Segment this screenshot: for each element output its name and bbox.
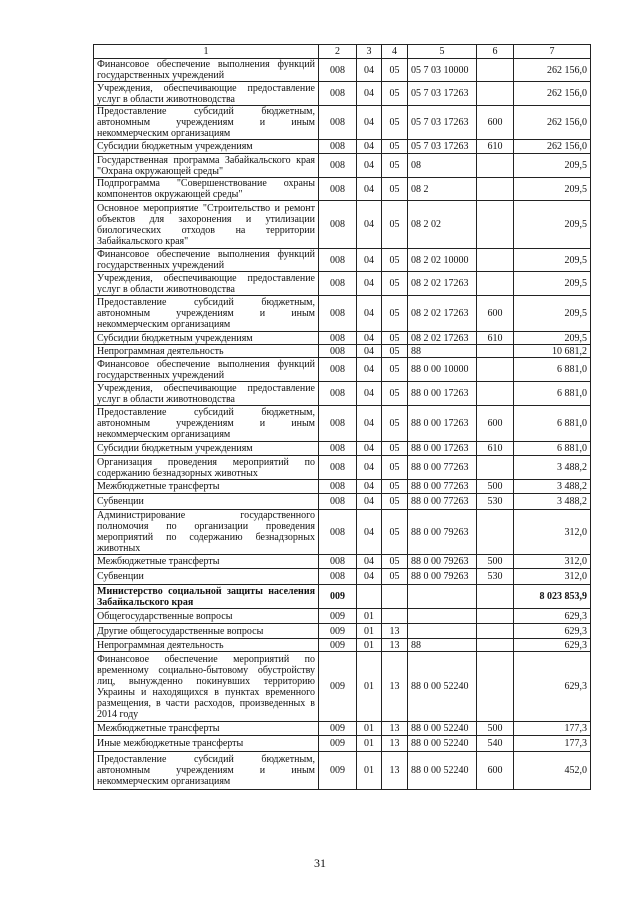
cell-gr: 008 <box>319 154 357 178</box>
cell-gr: 009 <box>319 722 357 736</box>
cell-csr: 88 0 00 52240 <box>408 736 477 752</box>
header-cell-pr: 4 <box>382 45 408 59</box>
cell-name: Непрограммная деятельность <box>94 345 319 358</box>
cell-vr: 600 <box>477 406 514 442</box>
cell-rz: 01 <box>357 752 382 790</box>
cell-sum: 312,0 <box>514 555 591 569</box>
cell-vr: 610 <box>477 442 514 456</box>
cell-rz: 04 <box>357 140 382 154</box>
cell-vr: 540 <box>477 736 514 752</box>
cell-gr: 008 <box>319 480 357 494</box>
cell-gr: 008 <box>319 406 357 442</box>
table-row <box>94 736 591 752</box>
cell-sum: 209,5 <box>514 272 591 296</box>
cell-csr: 88 0 00 10000 <box>408 358 477 382</box>
cell-name: Подпрограмма "Совершенствование охраны компонентов окружающей среды" <box>94 178 319 201</box>
cell-rz: 04 <box>357 510 382 555</box>
cell-sum: 6 881,0 <box>514 442 591 456</box>
cell-vr: 600 <box>477 752 514 790</box>
table-row <box>94 59 591 82</box>
page-number: 31 <box>314 856 326 870</box>
cell-vr <box>477 178 514 201</box>
cell-csr: 88 0 00 79263 <box>408 555 477 569</box>
cell-vr <box>477 82 514 106</box>
cell-csr: 08 2 02 17263 <box>408 332 477 345</box>
cell-rz: 04 <box>357 178 382 201</box>
cell-name: Межбюджетные трансферты <box>94 480 319 494</box>
cell-gr: 008 <box>319 510 357 555</box>
cell-sum: 209,5 <box>514 154 591 178</box>
cell-vr: 500 <box>477 722 514 736</box>
cell-name: Финансовое обеспечение выполнения функций государственных учреждений <box>94 59 319 82</box>
cell-gr: 008 <box>319 442 357 456</box>
cell-pr: 05 <box>382 296 408 332</box>
cell-pr: 05 <box>382 82 408 106</box>
cell-pr: 05 <box>382 510 408 555</box>
cell-csr: 88 0 00 52240 <box>408 722 477 736</box>
cell-csr: 88 0 00 52240 <box>408 652 477 722</box>
table-row <box>94 456 591 480</box>
cell-vr <box>477 639 514 652</box>
cell-pr: 05 <box>382 358 408 382</box>
cell-gr: 009 <box>319 736 357 752</box>
cell-csr: 88 <box>408 639 477 652</box>
cell-vr: 500 <box>477 480 514 494</box>
cell-pr: 13 <box>382 652 408 722</box>
cell-csr: 88 0 00 77263 <box>408 480 477 494</box>
cell-csr: 08 2 02 17263 <box>408 296 477 332</box>
cell-gr: 008 <box>319 201 357 249</box>
header-cell-rz: 3 <box>357 45 382 59</box>
cell-csr: 05 7 03 17263 <box>408 106 477 140</box>
cell-vr <box>477 249 514 272</box>
cell-pr: 05 <box>382 555 408 569</box>
cell-gr: 008 <box>319 555 357 569</box>
table-row <box>94 272 591 296</box>
cell-pr <box>382 609 408 624</box>
cell-rz: 04 <box>357 569 382 585</box>
cell-csr: 88 0 00 52240 <box>408 752 477 790</box>
cell-vr <box>477 345 514 358</box>
cell-sum: 312,0 <box>514 510 591 555</box>
table-row <box>94 154 591 178</box>
cell-sum: 629,3 <box>514 639 591 652</box>
cell-vr <box>477 154 514 178</box>
cell-name: Предоставление субсидий бюджетным, автономным учреждениям и иным некоммерческим организациям <box>94 296 319 332</box>
table-row <box>94 480 591 494</box>
table-row <box>94 382 591 406</box>
table-row <box>94 609 591 624</box>
cell-pr: 05 <box>382 345 408 358</box>
cell-name: Предоставление субсидий бюджетным, автономным учреждениям и иным некоммерческим организациям <box>94 106 319 140</box>
cell-vr: 500 <box>477 555 514 569</box>
table-row <box>94 345 591 358</box>
cell-gr: 008 <box>319 59 357 82</box>
cell-csr: 88 0 00 17263 <box>408 442 477 456</box>
cell-csr: 88 0 00 17263 <box>408 406 477 442</box>
cell-name: Организация проведения мероприятий по содержанию безнадзорных животных <box>94 456 319 480</box>
cell-gr: 009 <box>319 585 357 609</box>
cell-rz: 04 <box>357 59 382 82</box>
cell-csr: 88 0 00 79263 <box>408 510 477 555</box>
cell-gr: 009 <box>319 652 357 722</box>
cell-pr: 05 <box>382 406 408 442</box>
cell-rz: 01 <box>357 624 382 639</box>
table-row <box>94 752 591 790</box>
cell-sum: 6 881,0 <box>514 382 591 406</box>
cell-sum: 629,3 <box>514 609 591 624</box>
cell-gr: 009 <box>319 752 357 790</box>
cell-vr: 600 <box>477 296 514 332</box>
header-cell-gr: 2 <box>319 45 357 59</box>
cell-pr: 05 <box>382 59 408 82</box>
cell-vr: 600 <box>477 106 514 140</box>
cell-pr: 13 <box>382 639 408 652</box>
cell-rz: 04 <box>357 106 382 140</box>
cell-name: Учреждения, обеспечивающие предоставление услуг в области животноводства <box>94 82 319 106</box>
cell-name: Субвенции <box>94 569 319 585</box>
cell-gr: 009 <box>319 624 357 639</box>
cell-gr: 008 <box>319 249 357 272</box>
cell-sum: 262 156,0 <box>514 140 591 154</box>
cell-csr: 05 7 03 17263 <box>408 140 477 154</box>
cell-pr: 05 <box>382 569 408 585</box>
cell-name: Другие общегосударственные вопросы <box>94 624 319 639</box>
cell-gr: 008 <box>319 178 357 201</box>
table-row <box>94 510 591 555</box>
cell-csr: 88 0 00 79263 <box>408 569 477 585</box>
cell-csr: 88 0 00 77263 <box>408 494 477 510</box>
cell-pr: 05 <box>382 332 408 345</box>
cell-rz: 04 <box>357 272 382 296</box>
cell-pr: 05 <box>382 456 408 480</box>
cell-csr: 88 0 00 77263 <box>408 456 477 480</box>
cell-rz: 04 <box>357 358 382 382</box>
cell-pr: 13 <box>382 722 408 736</box>
cell-csr: 08 2 02 17263 <box>408 272 477 296</box>
table-row <box>94 140 591 154</box>
cell-name: Непрограммная деятельность <box>94 639 319 652</box>
cell-csr <box>408 609 477 624</box>
table-row <box>94 494 591 510</box>
cell-csr <box>408 624 477 639</box>
cell-name: Предоставление субсидий бюджетным, автономным учреждениям и иным некоммерческим организациям <box>94 752 319 790</box>
table-row <box>94 639 591 652</box>
cell-vr <box>477 510 514 555</box>
cell-gr: 008 <box>319 345 357 358</box>
cell-csr: 08 <box>408 154 477 178</box>
cell-name: Государственная программа Забайкальского края "Охрана окружающей среды" <box>94 154 319 178</box>
cell-sum: 312,0 <box>514 569 591 585</box>
cell-name: Учреждения, обеспечивающие предоставление услуг в области животноводства <box>94 272 319 296</box>
table-row <box>94 332 591 345</box>
cell-rz: 04 <box>357 442 382 456</box>
cell-sum: 6 881,0 <box>514 358 591 382</box>
cell-pr: 05 <box>382 442 408 456</box>
cell-rz: 04 <box>357 456 382 480</box>
cell-sum: 209,5 <box>514 249 591 272</box>
cell-vr: 530 <box>477 494 514 510</box>
cell-rz: 01 <box>357 652 382 722</box>
table-row <box>94 406 591 442</box>
cell-pr: 05 <box>382 178 408 201</box>
cell-vr <box>477 585 514 609</box>
cell-name: Субсидии бюджетным учреждениям <box>94 140 319 154</box>
cell-pr: 05 <box>382 154 408 178</box>
cell-csr: 08 2 02 <box>408 201 477 249</box>
cell-name: Финансовое обеспечение мероприятий по временному социально-бытовому обустройству лиц, вынужденно покинувших территорию Украины и находящихся в пунктах временного размещения, в части расходов, произведенных в 2014 году <box>94 652 319 722</box>
cell-name: Учреждения, обеспечивающие предоставление услуг в области животноводства <box>94 382 319 406</box>
cell-sum: 209,5 <box>514 332 591 345</box>
cell-name: Администрирование государственного полномочия по организации проведения мероприятий по содержанию безнадзорных животных <box>94 510 319 555</box>
header-cell-name: 1 <box>94 45 319 59</box>
cell-pr: 13 <box>382 752 408 790</box>
cell-rz: 04 <box>357 345 382 358</box>
cell-pr: 05 <box>382 106 408 140</box>
cell-sum: 262 156,0 <box>514 82 591 106</box>
cell-sum: 209,5 <box>514 201 591 249</box>
table-row <box>94 106 591 140</box>
cell-gr: 009 <box>319 609 357 624</box>
budget-table <box>93 44 591 790</box>
cell-vr: 610 <box>477 140 514 154</box>
cell-sum: 10 681,2 <box>514 345 591 358</box>
cell-name: Субвенции <box>94 494 319 510</box>
cell-csr: 08 2 <box>408 178 477 201</box>
cell-gr: 008 <box>319 569 357 585</box>
cell-name: Финансовое обеспечение выполнения функций государственных учреждений <box>94 249 319 272</box>
table-row <box>94 555 591 569</box>
cell-pr: 05 <box>382 272 408 296</box>
cell-gr: 009 <box>319 639 357 652</box>
table-row <box>94 722 591 736</box>
table-row <box>94 296 591 332</box>
cell-rz: 04 <box>357 494 382 510</box>
cell-gr: 008 <box>319 140 357 154</box>
cell-rz: 04 <box>357 480 382 494</box>
cell-rz <box>357 585 382 609</box>
cell-csr: 88 0 00 17263 <box>408 382 477 406</box>
document-page <box>93 44 590 790</box>
cell-gr: 008 <box>319 358 357 382</box>
cell-vr <box>477 382 514 406</box>
table-row <box>94 249 591 272</box>
cell-rz: 04 <box>357 382 382 406</box>
cell-rz: 04 <box>357 201 382 249</box>
cell-sum: 629,3 <box>514 652 591 722</box>
cell-sum: 3 488,2 <box>514 494 591 510</box>
cell-rz: 04 <box>357 154 382 178</box>
cell-name: Межбюджетные трансферты <box>94 722 319 736</box>
cell-pr: 05 <box>382 382 408 406</box>
cell-sum: 8 023 853,9 <box>514 585 591 609</box>
cell-sum: 3 488,2 <box>514 456 591 480</box>
cell-pr: 05 <box>382 480 408 494</box>
cell-sum: 209,5 <box>514 296 591 332</box>
cell-rz: 04 <box>357 296 382 332</box>
cell-name: Субсидии бюджетным учреждениям <box>94 442 319 456</box>
cell-vr <box>477 652 514 722</box>
cell-rz: 01 <box>357 736 382 752</box>
cell-sum: 177,3 <box>514 722 591 736</box>
cell-pr: 05 <box>382 494 408 510</box>
cell-rz: 04 <box>357 82 382 106</box>
cell-gr: 008 <box>319 382 357 406</box>
table-row <box>94 82 591 106</box>
table-row <box>94 585 591 609</box>
cell-gr: 008 <box>319 272 357 296</box>
header-cell-vr: 6 <box>477 45 514 59</box>
cell-sum: 452,0 <box>514 752 591 790</box>
cell-name: Субсидии бюджетным учреждениям <box>94 332 319 345</box>
cell-sum: 209,5 <box>514 178 591 201</box>
cell-sum: 262 156,0 <box>514 106 591 140</box>
cell-pr: 05 <box>382 249 408 272</box>
cell-sum: 177,3 <box>514 736 591 752</box>
cell-vr <box>477 624 514 639</box>
cell-vr <box>477 201 514 249</box>
table-row <box>94 652 591 722</box>
cell-name: Межбюджетные трансферты <box>94 555 319 569</box>
cell-csr: 88 <box>408 345 477 358</box>
cell-pr: 13 <box>382 736 408 752</box>
cell-gr: 008 <box>319 296 357 332</box>
cell-vr: 530 <box>477 569 514 585</box>
table-row <box>94 358 591 382</box>
cell-vr <box>477 59 514 82</box>
cell-csr <box>408 585 477 609</box>
cell-vr <box>477 609 514 624</box>
cell-sum: 262 156,0 <box>514 59 591 82</box>
cell-name: Общегосударственные вопросы <box>94 609 319 624</box>
header-cell-sum: 7 <box>514 45 591 59</box>
cell-vr <box>477 358 514 382</box>
table-row <box>94 201 591 249</box>
cell-gr: 008 <box>319 456 357 480</box>
table-row <box>94 442 591 456</box>
table-header-row <box>94 45 591 59</box>
table-row <box>94 178 591 201</box>
table-row <box>94 624 591 639</box>
cell-gr: 008 <box>319 494 357 510</box>
cell-gr: 008 <box>319 106 357 140</box>
cell-gr: 008 <box>319 332 357 345</box>
cell-rz: 04 <box>357 249 382 272</box>
table-row <box>94 569 591 585</box>
cell-name: Иные межбюджетные трансферты <box>94 736 319 752</box>
cell-csr: 08 2 02 10000 <box>408 249 477 272</box>
cell-name: Министерство социальной защиты населения Забайкальского края <box>94 585 319 609</box>
cell-rz: 01 <box>357 639 382 652</box>
header-cell-csr: 5 <box>408 45 477 59</box>
cell-pr <box>382 585 408 609</box>
cell-rz: 01 <box>357 722 382 736</box>
cell-rz: 04 <box>357 406 382 442</box>
cell-pr: 05 <box>382 140 408 154</box>
cell-gr: 008 <box>319 82 357 106</box>
cell-pr: 13 <box>382 624 408 639</box>
cell-csr: 05 7 03 17263 <box>408 82 477 106</box>
cell-csr: 05 7 03 10000 <box>408 59 477 82</box>
cell-rz: 04 <box>357 332 382 345</box>
cell-pr: 05 <box>382 201 408 249</box>
cell-sum: 6 881,0 <box>514 406 591 442</box>
cell-name: Предоставление субсидий бюджетным, автономным учреждениям и иным некоммерческим организациям <box>94 406 319 442</box>
cell-name: Основное мероприятие "Строительство и ремонт объектов для захоронения и утилизации биологических отходов на территории Забайкальского края" <box>94 201 319 249</box>
cell-vr <box>477 456 514 480</box>
cell-rz: 01 <box>357 609 382 624</box>
cell-sum: 629,3 <box>514 624 591 639</box>
cell-vr <box>477 272 514 296</box>
cell-sum: 3 488,2 <box>514 480 591 494</box>
cell-vr: 610 <box>477 332 514 345</box>
cell-name: Финансовое обеспечение выполнения функций государственных учреждений <box>94 358 319 382</box>
cell-rz: 04 <box>357 555 382 569</box>
